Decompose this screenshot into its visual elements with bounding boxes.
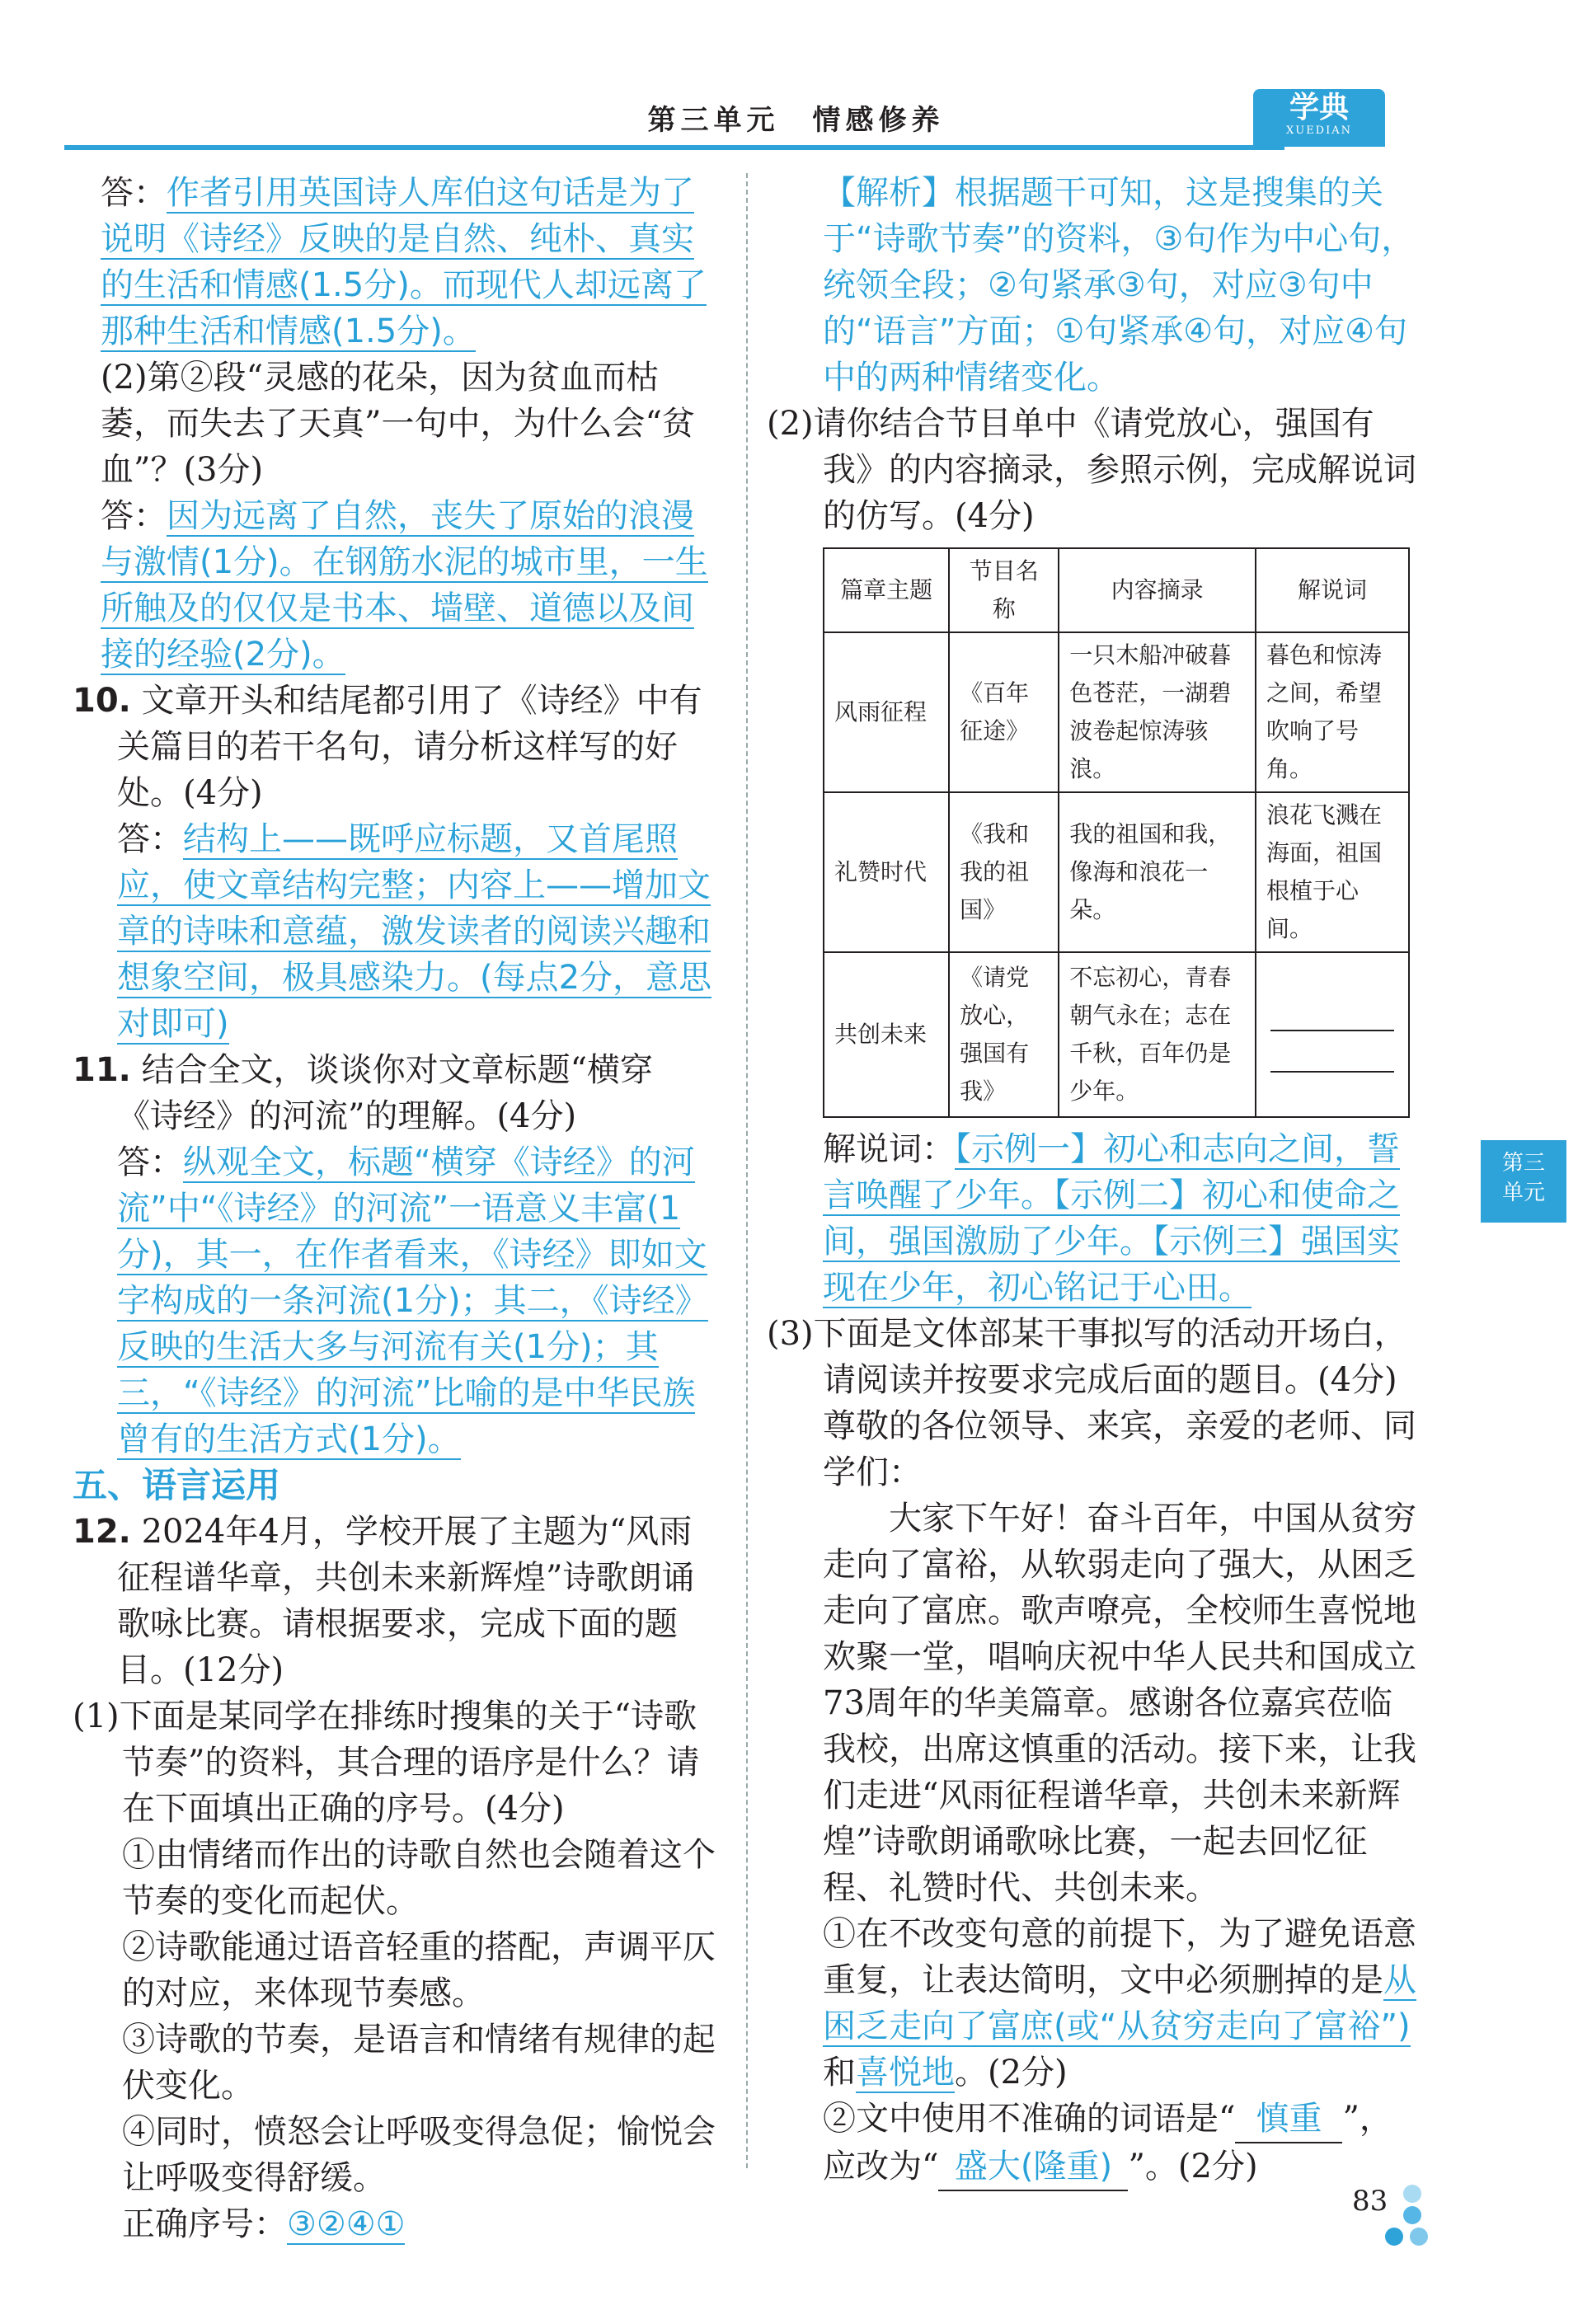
table-cell: 暮色和惊涛之间，希望吹响了号角。 xyxy=(1256,632,1409,792)
answer-q1: 答：作者引用英国诗人库伯这句话是为了说明《诗经》反映的是自然、纯朴、真实的生活和情感(1.5分)。而现代人却远离了那种生活和情感(1.5分)。 xyxy=(101,174,707,350)
sub-question-2: ②文中使用不准确的词语是“ 慎重 ”，应改为“ 盛大(隆重) ”。(2分) xyxy=(767,2096,1418,2191)
question-10: 10. 文章开头和结尾都引用了《诗经》中有关篇目的若干名句，请分析这样写的好处。(4分) xyxy=(73,682,702,812)
speech-body: 大家下午好！奋斗百年，中国从贫穷走向了富裕，从软弱走向了强大，从困乏走向了富庶。歌声嘹亮，全校师生喜悦地欢聚一堂，唱响庆祝中华人民共和国成立73周年的华美篇章。感谢各位嘉宾莅临我校，出席这慎重的活动。接下来，让我们走进“风雨征程谱华章，共创未来新辉煌”诗歌朗诵歌咏比赛，一起去回忆征程、礼赞时代、共创未来。 xyxy=(823,1500,1416,1907)
blank-answer: 慎重 xyxy=(1235,2096,1342,2143)
answer-10: 答：结构上——既呼应标题，又首尾照应，使文章结构完整；内容上——增加文章的诗味和意蕴，激发读者的阅读兴趣和想象空间，极具感染力。(每点2分，意思对即可) xyxy=(117,820,712,1043)
page-header-title: 第三单元 情感修养 xyxy=(647,104,945,137)
blank-answer: 喜悦地 xyxy=(856,2054,955,2092)
answer-11: 答：纵观全文，标题“横穿《诗经》的河流”中“《诗经》的河流”一语意义丰富(1分)，其一，在作者看来，《诗经》即如文字构成的一条河流(1分)；其二，《诗经》反映的生活大多与河流有关(1分)；其三，“《诗经》的河流”比喻的是中华民族曾有的生活方式(1分)。 xyxy=(117,1143,708,1458)
question-12: 12. 2024年4月，学校开展了主题为“风雨征程谱华章，共创未来新辉煌”诗歌朗诵歌咏比赛。请根据要求，完成下面的题目。(12分) xyxy=(73,1513,695,1689)
sub-question-1: ①在不改变句意的前提下，为了避免语意重复，让表达简明，文中必须删掉的是从困乏走向了富庶(或“从贫穷走向了富裕”)和喜悦地。(2分) xyxy=(823,1915,1416,2092)
list-item: ①由情绪而作出的诗歌自然也会随着这个节奏的变化而起伏。 xyxy=(122,1836,716,1920)
question-q2: (2)第②段“灵感的花朵，因为贫血而枯萎，而失去了天真”一句中，为什么会“贫血”？(3分) xyxy=(101,359,695,489)
brand-name-en: XUEDIAN xyxy=(1285,124,1353,137)
table-row xyxy=(824,792,1409,952)
answer-blank xyxy=(1270,1038,1394,1073)
table-header: 节目名称 xyxy=(949,548,1059,632)
table-cell: 《请党放心，强国有我》 xyxy=(949,952,1059,1117)
commentary-answer: 【示例一】初心和志向之间，誓言唤醒了少年。【示例二】初心和使命之间，强国激励了少年。【示例三】强国实现在少年，初心铭记于心田。 xyxy=(823,1130,1400,1307)
blank-answer: 盛大(隆重) xyxy=(938,2143,1128,2191)
header-rule xyxy=(64,145,1284,150)
order-answer: ③②④① xyxy=(287,2205,406,2243)
table-cell: 《我和我的祖国》 xyxy=(949,792,1059,952)
column-divider xyxy=(746,173,748,2168)
unit-side-tab: 第三 单元 xyxy=(1481,1140,1566,1223)
question-12-2: (2)请你结合节目单中《请党放心，强国有我》的内容摘录，参照示例，完成解说词的仿写。(4分) xyxy=(767,405,1416,535)
table-cell: 一只木船冲破暮色苍茫，一湖碧波卷起惊涛骇浪。 xyxy=(1059,632,1256,792)
list-item: ③诗歌的节奏，是语言和情绪有规律的起伏变化。 xyxy=(122,2021,716,2105)
answer-q2: 答：因为远离了自然，丧失了原始的浪漫与激情(1分)。在钢筋水泥的城市里，一生所触及的仅仅是书本、墙壁、道德以及间接的经验(2分)。 xyxy=(101,497,708,674)
question-11: 11. 结合全文，谈谈你对文章标题“横穿《诗经》的河流”的理解。(4分) xyxy=(73,1051,654,1135)
question-12-1: (1)下面是某同学在排练时搜集的关于“诗歌节奏”的资料，其合理的语序是什么？请在下面填出正确的序号。(4分) xyxy=(73,1697,700,1828)
table-row xyxy=(824,632,1409,792)
answer-text: 作者引用英国诗人库伯这句话是为了说明《诗经》反映的是自然、纯朴、真实的生活和情感(1.5分)。而现代人却远离了那种生活和情感(1.5分)。 xyxy=(101,174,707,350)
table-cell: 《百年征途》 xyxy=(949,632,1059,792)
page-number: 83 xyxy=(1352,2185,1388,2218)
table-header-row xyxy=(824,548,1409,632)
analysis-text: 【解析】根据题干可知，这是搜集的关于“诗歌节奏”的资料，③句作为中心句，统领全段；②句紧承③句，对应③句中的“语言”方面；①句紧承④句，对应④句中的两种情绪变化。 xyxy=(823,174,1415,397)
speech-greeting: 尊敬的各位领导、来宾，亲爱的老师、同学们： xyxy=(823,1407,1416,1491)
table-row xyxy=(824,952,1409,1117)
table-header: 内容摘录 xyxy=(1059,548,1256,632)
table-cell: 我的祖国和我，像海和浪花一朵。 xyxy=(1059,792,1256,952)
section-heading: 五、语言运用 xyxy=(73,1465,281,1505)
question-12-3: (3)下面是文体部某干事拟写的活动开场白，请阅读并按要求完成后面的题目。(4分) xyxy=(767,1315,1407,1399)
table-cell: 浪花飞溅在海面，祖国根植于心间。 xyxy=(1256,792,1409,952)
answer-text: 纵观全文，标题“横穿《诗经》的河流”中“《诗经》的河流”一语意义丰富(1分)，其一，在作者看来，《诗经》即如文字构成的一条河流(1分)；其二，《诗经》反映的生活大多与河流有关(1分)；其三，“《诗经》的河流”比喻的是中华民族曾有的生活方式(1分)。 xyxy=(117,1143,708,1458)
program-table xyxy=(823,547,1410,1118)
table-cell: 不忘初心，青春朝气永在；志在千秋，百年仍是少年。 xyxy=(1059,952,1256,1117)
blank-answer: 从困乏走向了富庶(或“从贫穷走向了富裕”) xyxy=(823,1961,1416,2045)
right-column xyxy=(767,170,1418,2191)
table-cell: 共创未来 xyxy=(824,952,949,1117)
table-cell: 风雨征程 xyxy=(824,632,949,792)
list-item: ②诗歌能通过语音轻重的搭配，声调平仄的对应，来体现节奏感。 xyxy=(122,1928,716,2012)
order-answer-line: 正确序号：③②④① xyxy=(122,2205,406,2243)
table-header: 篇章主题 xyxy=(824,548,949,632)
brand-logo xyxy=(1253,89,1385,147)
list-item: ④同时，愤怒会让呼吸变得急促；愉悦会让呼吸变得舒缓。 xyxy=(122,2113,716,2197)
table-header: 解说词 xyxy=(1256,548,1409,632)
decorative-dots-icon xyxy=(1385,2185,1435,2251)
left-column xyxy=(73,170,716,2247)
answer-text: 结构上——既呼应标题，又首尾照应，使文章结构完整；内容上——增加文章的诗味和意蕴，激发读者的阅读兴趣和想象空间，极具感染力。(每点2分，意思对即可) xyxy=(117,820,712,1043)
answer-blank xyxy=(1270,997,1394,1031)
table-cell: 礼赞时代 xyxy=(824,792,949,952)
brand-name: 学典 xyxy=(1289,90,1349,124)
commentary-answer-line: 解说词：【示例一】初心和志向之间，誓言唤醒了少年。【示例二】初心和使命之间，强国激励了少年。【示例三】强国实现在少年，初心铭记于心田。 xyxy=(823,1130,1400,1307)
table-cell-blank xyxy=(1256,952,1409,1117)
answer-text: 因为远离了自然，丧失了原始的浪漫与激情(1分)。在钢筋水泥的城市里，一生所触及的仅仅是书本、墙壁、道德以及间接的经验(2分)。 xyxy=(101,497,708,674)
